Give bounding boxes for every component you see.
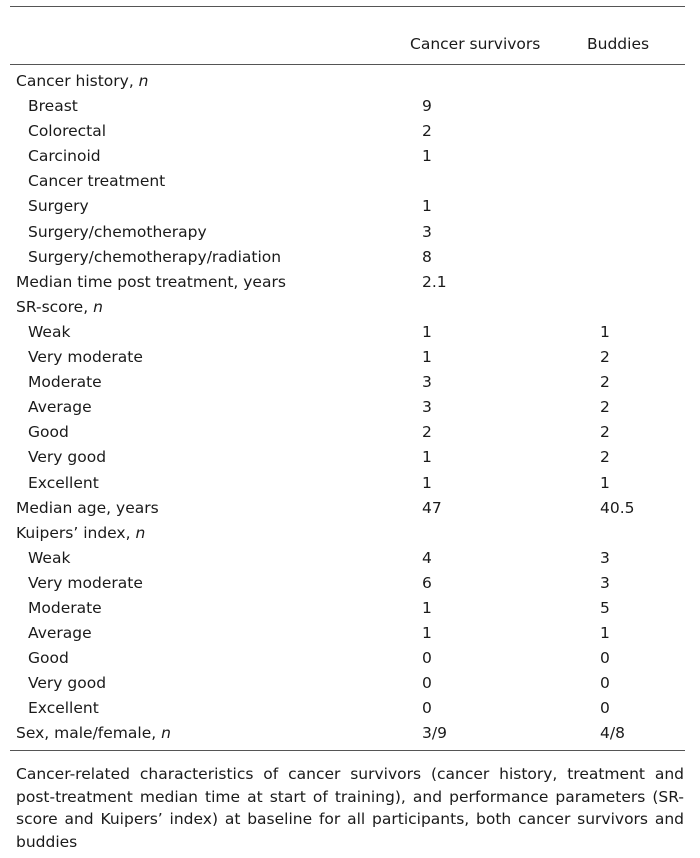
table-caption: Cancer-related characteristics of cancer survivors (cancer history, treatment and post-treatment median time at start of training), and performance parameters (SR-score and Kuipers’ index) at baseline for all participants, both cancer survivors and buddies [16,765,684,851]
row-label [16,273,286,291]
table-header-rule [10,64,685,65]
row-label-text: Good [28,423,69,442]
row-label [28,172,165,190]
row-label [28,599,102,617]
cell-cancer-survivors: 9 [422,97,432,116]
row-label [28,649,69,667]
cell-buddies: 5 [600,598,610,617]
row-label-text: Cancer history, [16,72,139,90]
row-label [28,699,99,717]
table-row [10,699,685,724]
row-label-italic: n [161,724,171,743]
cell-cancer-survivors: 1 [422,147,432,166]
cell-cancer-survivors: 0 [422,699,432,718]
table-top-rule [10,6,685,7]
table-row [10,599,685,624]
row-label [16,298,103,316]
table-body [10,72,685,750]
row-label [28,549,70,567]
cell-buddies: 2 [600,348,610,367]
table-row [10,574,685,599]
table-row [10,448,685,473]
row-label [28,423,69,441]
cell-buddies: 2 [600,398,610,417]
row-label [16,724,171,742]
row-label-text: Sex, male/female, [16,724,162,743]
row-label-italic: n [93,297,103,316]
cell-cancer-survivors: 3 [422,222,432,241]
row-label-text: Breast [28,97,78,116]
cell-cancer-survivors: 3 [422,398,432,417]
row-label [28,674,106,692]
table-row [10,624,685,649]
cell-cancer-survivors: 1 [422,598,432,617]
row-label-text: Kuipers’ index, [16,523,136,542]
cell-buddies: 3 [600,573,610,592]
row-label-text: Excellent [28,699,99,718]
cell-cancer-survivors: 1 [422,197,432,216]
cell-buddies: 1 [600,624,610,643]
row-label [16,72,149,90]
row-label [28,147,101,165]
cell-cancer-survivors: 0 [422,649,432,668]
cell-cancer-survivors: 2 [422,423,432,442]
cell-cancer-survivors: 3/9 [422,724,447,743]
row-label-text: Very good [28,448,107,467]
table-row [10,674,685,699]
row-label [28,624,92,642]
cell-cancer-survivors: 47 [422,498,442,517]
cell-buddies: 4/8 [600,724,625,743]
row-label-italic: n [135,523,146,542]
table-row [10,298,685,323]
row-label-italic: n [138,72,149,90]
row-label-text: Surgery [28,197,89,216]
table-row [10,423,685,448]
cell-cancer-survivors: 0 [422,674,432,693]
row-label-text: Median time post treatment, years [16,272,286,291]
row-label-text: Excellent [28,473,99,492]
cell-cancer-survivors: 3 [422,373,432,392]
table-row [10,197,685,222]
cell-cancer-survivors: 2 [422,122,432,141]
cell-cancer-survivors: 1 [422,624,432,643]
cell-cancer-survivors: 4 [422,548,432,567]
row-label [28,97,78,115]
table-row [10,273,685,298]
row-label-text: Very good [28,674,107,693]
row-label [16,499,159,517]
table-row [10,147,685,172]
table-row [10,398,685,423]
row-label-text: Carcinoid [28,147,101,166]
table-row [10,248,685,273]
cell-buddies: 2 [600,448,610,467]
row-label-text: Surgery/chemotherapy [28,222,207,241]
table-row [10,172,685,197]
table-row [10,724,685,749]
cell-cancer-survivors: 1 [422,473,432,492]
row-label-text: SR-score, [16,297,94,316]
cell-cancer-survivors: 6 [422,573,432,592]
table-row [10,474,685,499]
row-label [28,574,143,592]
row-label-text: Good [28,649,69,668]
row-label-text: Colorectal [28,122,107,141]
table-row [10,72,685,97]
row-label-text: Weak [28,322,71,341]
row-label-text: Average [28,624,92,643]
row-label [28,348,143,366]
cell-buddies: 40.5 [600,498,635,517]
cell-cancer-survivors: 1 [422,348,432,367]
cell-buddies: 0 [600,674,610,693]
table-row [10,549,685,574]
row-label [16,524,145,542]
cell-cancer-survivors: 1 [422,322,432,341]
table-row [10,348,685,373]
row-label [28,448,106,466]
table-row [10,323,685,348]
row-label-text: Moderate [28,373,102,392]
table-row [10,97,685,122]
cell-buddies: 2 [600,373,610,392]
cell-buddies: 1 [600,322,610,341]
table-row [10,373,685,398]
row-label [28,223,207,241]
row-label [28,373,102,391]
row-label [28,197,89,215]
table-row [10,223,685,248]
table-row [10,649,685,674]
cell-buddies: 3 [600,548,610,567]
row-label [28,398,92,416]
row-label-text: Surgery/chemotherapy/radiation [28,247,282,266]
row-label-text: Median age, years [16,498,159,517]
table-row [10,122,685,147]
row-label-text: Weak [28,548,71,567]
row-label-text: Moderate [28,598,102,617]
row-label-text: Cancer treatment [28,172,166,191]
cell-buddies: 0 [600,649,610,668]
cell-cancer-survivors: 8 [422,247,432,266]
cell-cancer-survivors: 2.1 [422,272,447,291]
row-label-text: Average [28,398,92,417]
row-label [28,122,106,140]
cell-buddies: 1 [600,473,610,492]
cell-buddies: 2 [600,423,610,442]
row-label [28,474,99,492]
column-header-buddies: Buddies [587,35,650,53]
column-header-cancer-survivors: Cancer survivors [410,35,541,53]
row-label [28,248,281,266]
row-label [28,323,70,341]
cell-cancer-survivors: 1 [422,448,432,467]
table-row [10,499,685,524]
table-row [10,524,685,549]
table-bottom-rule [10,750,685,751]
row-label-text: Very moderate [28,573,143,592]
row-label-text: Very moderate [28,348,143,367]
cell-buddies: 0 [600,699,610,718]
